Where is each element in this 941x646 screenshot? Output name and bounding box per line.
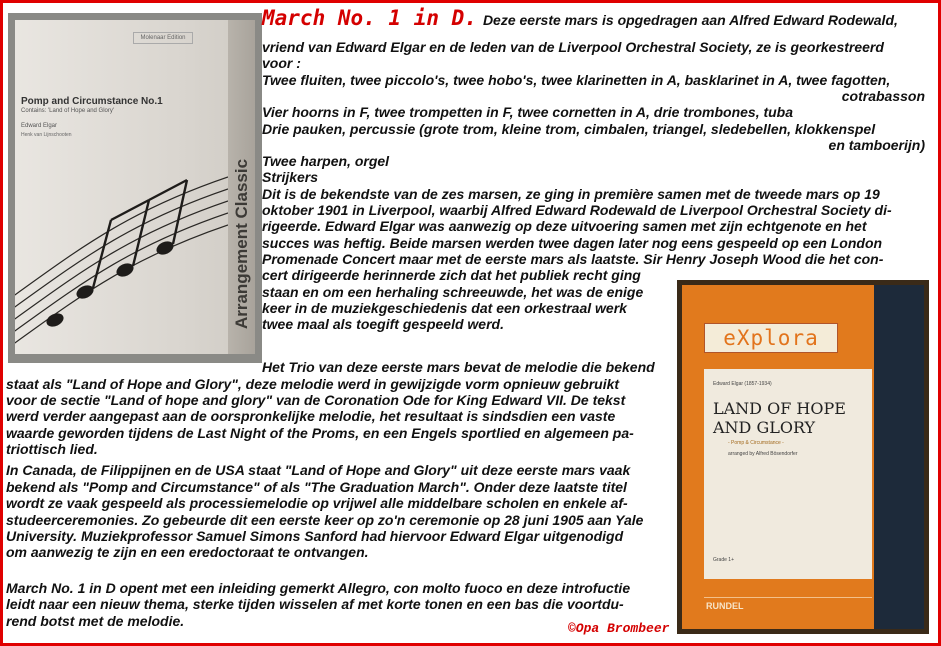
- intro-text: Deze eerste mars is opgedragen aan Alfred Edward Rodewald,: [482, 12, 898, 28]
- text-line: University. Muziekprofessor Samuel Simons Sanford had hiervoor Edward Elgar uitgenodigd: [6, 528, 624, 544]
- text-line: bekend als "Pomp and Circumstance" of als "The Graduation March". Onder deze laatste titel: [6, 479, 627, 495]
- text-line: Dit is de bekendste van de zes marsen, ze ging in première samen met de tweede mars op 19: [262, 186, 880, 202]
- cover-image-land-of-hope-and-glory: [677, 280, 929, 634]
- text-line: Vier hoorns in F, twee trompetten in F, twee cornetten in A, drie trombones, tuba: [262, 104, 794, 120]
- text-line: Twee fluiten, twee piccolo's, twee hobo's, twee klarinetten in A, basklarinet in A, twee fagotten,: [262, 72, 891, 88]
- cover-arranger: Henk van Lijnschooten: [21, 132, 72, 138]
- copyright-credit: ©Opa Brombeer: [568, 621, 670, 636]
- cover-arranger: arranged by Alfred Bösendorfer: [728, 451, 798, 457]
- heading-line: [262, 6, 898, 30]
- cover-title: Pomp and Circumstance No.1: [21, 96, 163, 107]
- text-line: leidt naar een nieuw thema, sterke tijden wisselen af met korte tonen en een bas die voortdu-: [6, 596, 624, 612]
- text-line: cert dirigeerde herinnerde zich dat het publiek recht ging: [262, 267, 641, 283]
- publisher-tag: Molenaar Edition: [133, 32, 193, 44]
- text-line: Het Trio van deze eerste mars bevat de melodie die bekend: [262, 359, 655, 375]
- text-line: oktober 1901 in Liverpool, waarbij Alfred Edward Rodewald de Liverpool Orchestral Society di-: [262, 202, 892, 218]
- text-line: Twee harpen, orgel: [262, 153, 390, 169]
- text-line: In Canada, de Filippijnen en de USA staat "Land of Hope and Glory" uit deze eerste mars vaak: [6, 462, 631, 478]
- cover-title: LAND OF HOPE AND GLORY: [713, 399, 846, 437]
- cover-image-pomp-and-circumstance: [8, 13, 262, 363]
- text-line: wordt ze vaak gespeeld als processiemelodie op vrijwel alle middelbare scholen en enkele af-: [6, 495, 628, 511]
- text-line: rigeerde. Edward Elgar was aanwezig op deze uitvoering samen met zijn echtgenote en het: [262, 218, 867, 234]
- publisher-logo: RUNDEL: [706, 601, 744, 611]
- page-title: March No. 1 in D.: [262, 6, 477, 30]
- text-line: om aanwezig te zijn en een eredoctoraat te ontvangen.: [6, 544, 369, 560]
- cover-series: Arrangement Classic: [232, 158, 251, 330]
- text-line: voor de sectie "Land of hope and glory" van de Coronation Ode for King Edward VII. De tekst: [6, 392, 626, 408]
- text-line: Strijkers: [262, 169, 319, 185]
- explora-logo: eXplora: [704, 323, 838, 353]
- text-line: March No. 1 in D opent met een inleiding gemerkt Allegro, con molto fuoco en deze introfuctie: [6, 580, 631, 596]
- text-line: studeerceremonies. Zo gebeurde dit een eerste keer op zo'n ceremonie op 28 juni 1905 aan Yale: [6, 512, 644, 528]
- text-line: staat als "Land of Hope and Glory", deze melodie werd in gewijzigde vorm opnieuw gebruikt: [6, 376, 620, 392]
- text-line: cotrabasson: [841, 88, 925, 104]
- text-line: triottisch lied.: [6, 441, 98, 457]
- cover-subtitle: - Pomp & Circumstance -: [728, 440, 784, 446]
- text-line: waarde geworden tijdens de Last Night of the Proms, en een Engels sportlied en algemeen pa-: [6, 425, 634, 441]
- text-line: voor :: [262, 55, 301, 71]
- cover-subtitle: Contains: 'Land of Hope and Glory': [21, 108, 115, 114]
- text-line: keer in de muziekgeschiedenis dat een orkestraal werk: [262, 300, 627, 316]
- cover-composer: Edward Elgar (1857-1934): [713, 381, 772, 387]
- text-line: rend botst met de melodie.: [6, 613, 185, 629]
- text-line: twee maal als toegift gespeeld werd.: [262, 316, 504, 332]
- text-line: staan en om een herhaling schreeuwde, het was de enige: [262, 284, 644, 300]
- text-line: Promenade Concert maar met de eerste mars als laatste. Sir Henry Joseph Wood die het con-: [262, 251, 884, 267]
- cover-grade: Grade 1+: [713, 557, 734, 563]
- cover-composer: Edward Elgar: [21, 123, 58, 129]
- text-line: en tamboerijn): [828, 137, 925, 153]
- text-line: Drie pauken, percussie (grote trom, kleine trom, cimbalen, triangel, sledebellen, klokkenspel: [262, 121, 876, 137]
- text-line: succes was heftig. Beide marsen werden twee dagen later nog eens gespeeld op een London: [262, 235, 883, 251]
- music-staff-illustration: [15, 20, 228, 354]
- text-line: vriend van Edward Elgar en de leden van de Liverpool Orchestral Society, ze is georkestreerd: [262, 39, 884, 55]
- text-line: werd verder aangepast aan de oorspronkelijke melodie, het resultaat is sindsdien een vaste: [6, 408, 616, 424]
